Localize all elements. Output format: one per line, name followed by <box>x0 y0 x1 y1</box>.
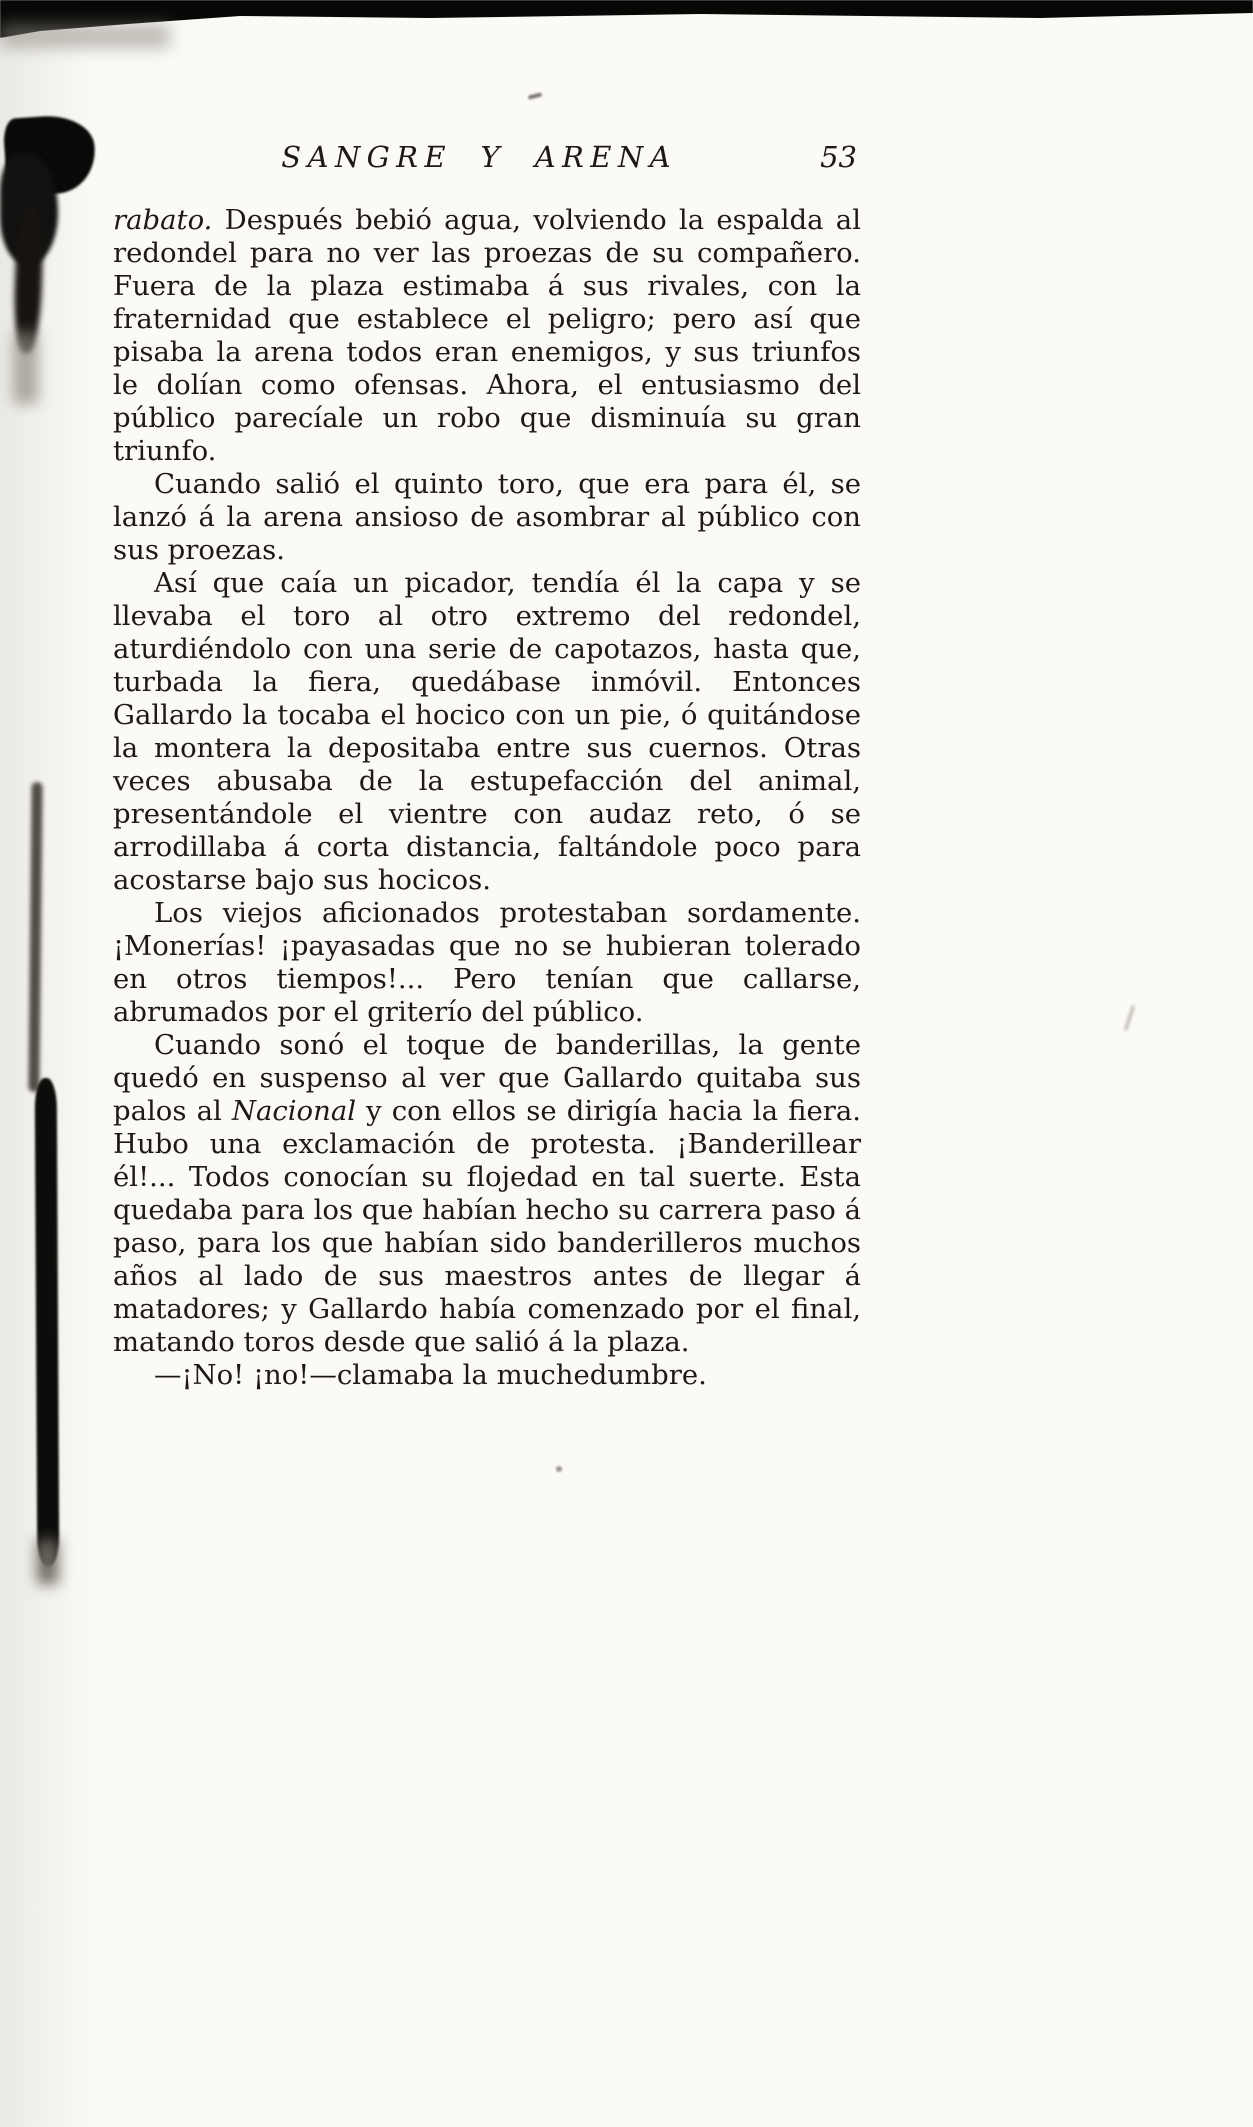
body-text: Así que caía un picador, tendía él la capa y se llevaba el toro al otro extremo del redondel, aturdiéndolo con una serie de capotazos, hasta que, turbada la fiera, quedábase inmóvil. Entonces Gallardo la tocaba el hocico con un pie, ó quitándose la montera la depositaba entre sus cuernos. Otras veces abusaba de la estupefacción del animal, presentándole el vientre con audaz reto, ó se arrodillaba á corta distancia, faltándole poco para acostarse bajo sus hocicos. <box>113 567 861 896</box>
scan-artifact-ink-blob <box>2 113 97 197</box>
scan-artifact-ink-tail <box>12 208 44 354</box>
scan-artifact-speck <box>1124 1005 1135 1031</box>
text-block <box>113 204 861 1392</box>
italic-text: Nacional <box>231 1095 357 1127</box>
paragraph <box>113 468 861 567</box>
body-text: Los viejos aficionados protestaban sordamente. ¡Monerías! ¡payasadas que no se hubieran tolerado en otros tiempos!... Pero tenían que callarse, abrumados por el griterío del público. <box>113 897 861 1028</box>
body-text: Cuando sonó el toque de banderillas, la gente quedó en suspenso al ver que Gallardo quitaba sus palos al <box>113 1029 861 1127</box>
scan-artifact-speck <box>528 92 543 99</box>
left-margin-shading-artifact <box>0 0 95 2127</box>
scan-artifact-ink-fade <box>13 332 38 404</box>
paragraph <box>113 567 861 897</box>
running-header <box>113 140 861 182</box>
scan-artifact-lower-bar-fade <box>37 1540 58 1584</box>
body-text: Después bebió agua, volviendo la espalda al redondel para no ver las proezas de su compañero. Fuera de la plaza estimaba á sus rivales, con la fraternidad que establece el peligro; pero así que pisaba la arena todos eran enemigos, y sus triunfos le dolían como ofensas. Ahora, el entusiasmo del público parecíale un robo que disminuía su gran triunfo. <box>113 204 861 467</box>
paragraph <box>113 897 861 1029</box>
scan-artifact-ink-blob-2 <box>0 152 58 264</box>
body-text: Cuando salió el quinto toro, que era para él, se lanzó á la arena ansioso de asombrar al público con sus proezas. <box>113 468 861 566</box>
scan-artifact-top-bar <box>0 0 1253 38</box>
paragraph <box>113 1029 861 1359</box>
paragraph <box>113 1359 861 1392</box>
scan-artifact-top-fuzz <box>0 24 170 48</box>
italic-text: rabato. <box>113 204 213 236</box>
page-number: 53 <box>820 140 857 174</box>
body-text: y con ellos se dirigía hacia la fiera. Hubo una exclamación de protesta. ¡Banderillear él!... Todos conocían su flojedad en tal suerte. Esta quedaba para los que habían hecho su carrera paso á paso, para los que habían sido banderilleros muchos años al lado de sus maestros antes de llegar á matadores; y Gallardo había comenzado por el final, matando toros desde que salió á la plaza. <box>113 1095 861 1358</box>
scan-artifact-speck <box>556 1466 562 1472</box>
scan-artifact-mid-streak <box>28 782 42 1092</box>
scan-artifact-lower-bar <box>35 1078 60 1566</box>
body-text: —¡No! ¡no!—clamaba la muchedumbre. <box>154 1359 707 1391</box>
page-title: SANGRE Y ARENA <box>281 140 677 174</box>
paragraph <box>113 204 861 468</box>
